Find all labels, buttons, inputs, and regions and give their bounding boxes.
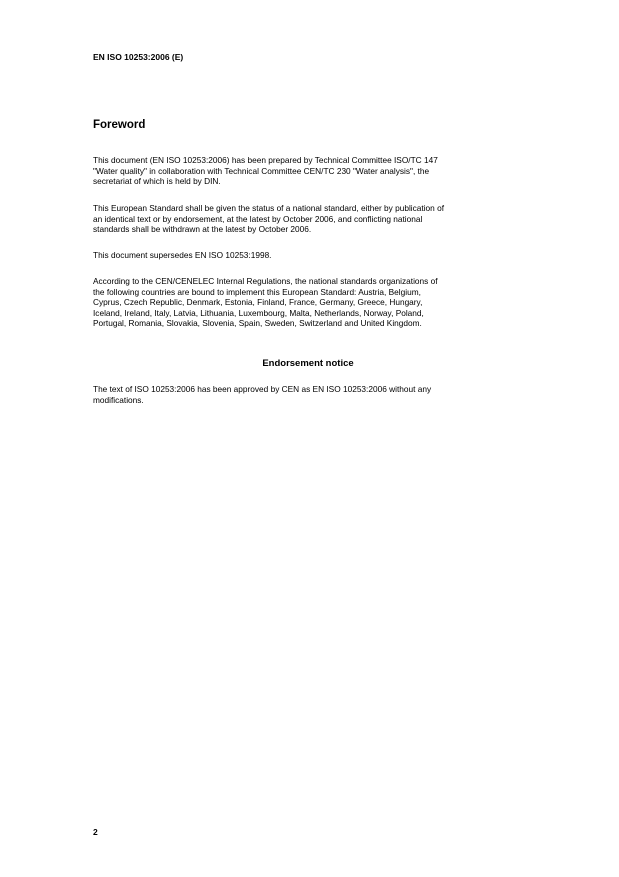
paragraph-line: standards shall be withdrawn at the latest by October 2006. <box>93 224 312 235</box>
paragraph-line: modifications. <box>93 394 144 405</box>
foreword-paragraph-supersedes <box>93 250 543 261</box>
paragraph-line: "Water quality" in collaboration with Technical Committee CEN/TC 230 "Water analysis", the <box>93 165 430 176</box>
foreword-paragraph-preparation <box>93 155 543 187</box>
paragraph-line: secretariat of which is held by DIN. <box>93 176 221 187</box>
paragraph-line: the following countries are bound to implement this European Standard: Austria, Belgium, <box>93 286 421 297</box>
paragraph-line: an identical text or by endorsement, at the latest by October 2006, and conflicting national <box>93 213 423 224</box>
foreword-paragraph-regulations <box>93 276 543 329</box>
paragraph-line: This European Standard shall be given the status of a national standard, either by publication of <box>93 203 445 213</box>
foreword-paragraph-status <box>93 203 543 235</box>
foreword-heading: Foreword <box>93 119 146 131</box>
paragraph-line: Portugal, Romania, Slovakia, Slovenia, Spain, Sweden, Switzerland and United Kingdom. <box>93 318 422 329</box>
document-header: EN ISO 10253:2006 (E) <box>93 52 184 62</box>
paragraph-line: According to the CEN/CENELEC Internal Regulations, the national standards organizations of <box>93 276 438 286</box>
page-number: 2 <box>93 827 98 837</box>
paragraph-line: This document supersedes EN ISO 10253:1998. <box>93 250 272 260</box>
endorsement-heading: Endorsement notice <box>262 358 354 369</box>
paragraph-line: This document (EN ISO 10253:2006) has been prepared by Technical Committee ISO/TC 147 <box>93 155 438 165</box>
paragraph-line: The text of ISO 10253:2006 has been approved by CEN as EN ISO 10253:2006 without any <box>93 384 432 394</box>
paragraph-line: Iceland, Ireland, Italy, Latvia, Lithuania, Luxembourg, Malta, Netherlands, Norway, Poland, <box>93 307 424 318</box>
endorsement-paragraph <box>93 384 543 405</box>
paragraph-line: Cyprus, Czech Republic, Denmark, Estonia, Finland, France, Germany, Greece, Hungary, <box>93 297 423 308</box>
